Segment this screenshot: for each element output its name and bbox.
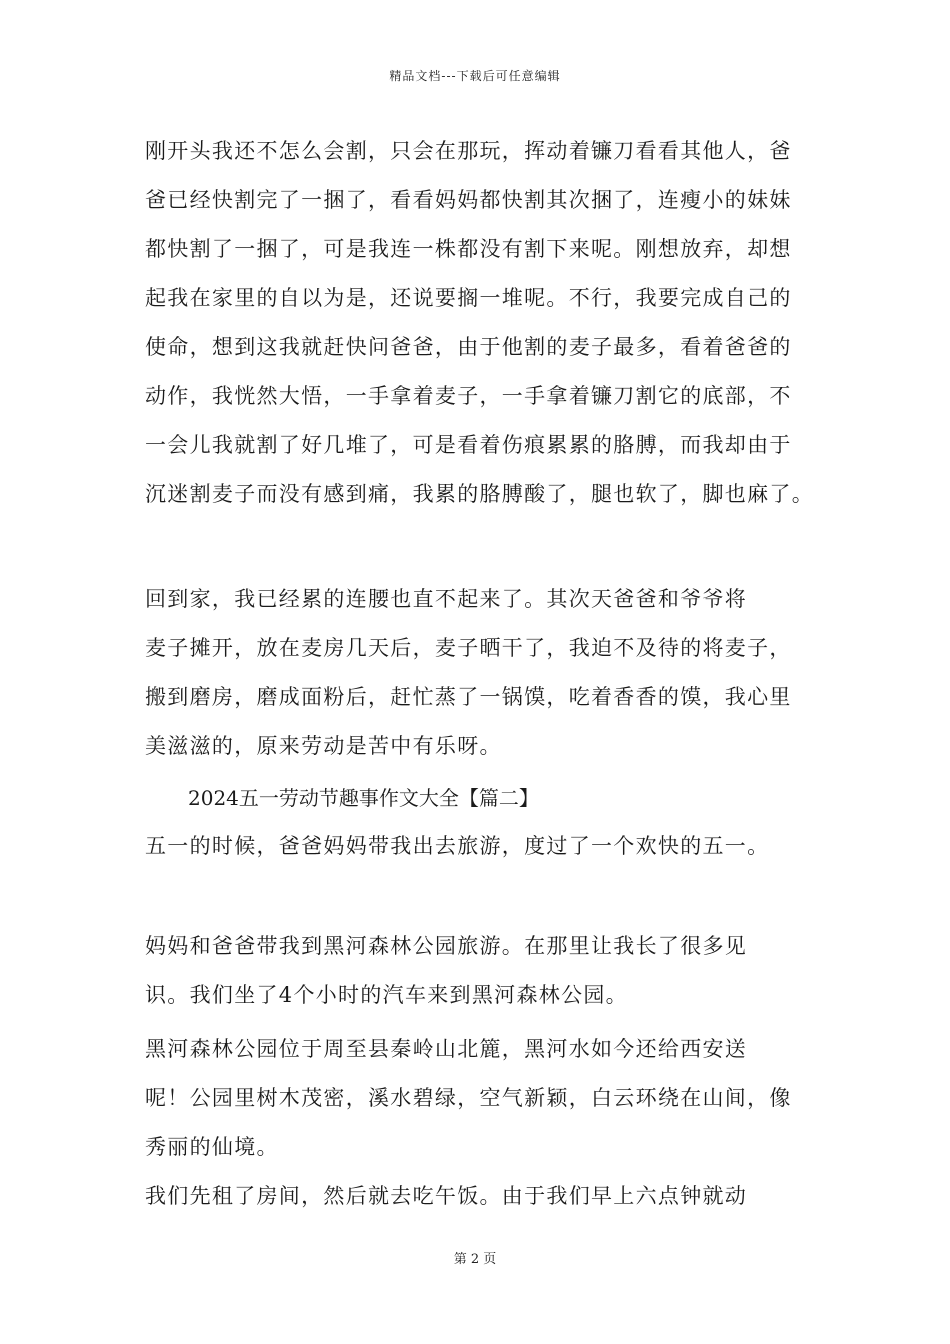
- text-line: 动作，我恍然大悟，一手拿着麦子，一手拿着镰刀割它的底部，不: [145, 384, 792, 408]
- page-number: 第 2 页: [453, 1252, 497, 1267]
- paragraph-1: [145, 127, 815, 519]
- section-title: 2024五一劳动节趣事作文大全【篇二】: [188, 786, 539, 810]
- text-line: 呢！公园里树木茂密，溪水碧绿，空气新颖，白云环绕在山间，像: [145, 1086, 792, 1110]
- paragraph-2: [145, 575, 815, 771]
- text-line: 沉迷割麦子而没有感到痛，我累的胳膊酸了，腿也软了，脚也麻了。: [145, 482, 814, 506]
- text-line: 秀丽的仙境。: [145, 1135, 279, 1159]
- paragraph-6: [145, 1172, 815, 1221]
- text-line: 美滋滋的，原来劳动是苦中有乐呀。: [145, 734, 502, 758]
- text-line: 回到家，我已经累的连腰也直不起来了。其次天爸爸和爷爷将: [145, 587, 748, 611]
- text-line: 使命，想到这我就赶快问爸爸，由于他割的麦子最多，看着爸爸的: [145, 335, 792, 359]
- paragraph-5: [145, 1025, 815, 1172]
- text-line: 麦子摊开，放在麦房几天后，麦子晒干了，我迫不及待的将麦子，: [145, 636, 792, 660]
- text-line: 搬到磨房，磨成面粉后，赶忙蒸了一锅馍，吃着香香的馍，我心里: [145, 685, 792, 709]
- text-line: 五一的时候，爸爸妈妈带我出去旅游，度过了一个欢快的五一。: [145, 834, 770, 858]
- text-line: 爸已经快割完了一捆了，看看妈妈都快割其次捆了，连瘦小的妹妹: [145, 188, 792, 212]
- text-line: 识。我们坐了4个小时的汽车来到黑河森林公园。: [145, 983, 628, 1007]
- paragraph-3: [145, 822, 815, 871]
- page-header: 精品文档---下载后可任意编辑: [389, 69, 561, 83]
- text-line: 妈妈和爸爸带我到黑河森林公园旅游。在那里让我长了很多见: [145, 934, 748, 958]
- text-line: 黑河森林公园位于周至县秦岭山北簏，黑河水如今还给西安送: [145, 1037, 748, 1061]
- text-line: 一会儿我就割了好几堆了，可是看着伤痕累累的胳膊，而我却由于: [145, 433, 792, 457]
- text-line: 我们先租了房间，然后就去吃午饭。由于我们早上六点钟就动: [145, 1184, 748, 1208]
- text-line: 起我在家里的自以为是，还说要搁一堆呢。不行，我要完成自己的: [145, 286, 792, 310]
- paragraph-4: [145, 922, 815, 1020]
- text-line: 都快割了一捆了，可是我连一株都没有割下来呢。刚想放弃，却想: [145, 237, 792, 261]
- text-line: 刚开头我还不怎么会割，只会在那玩，挥动着镰刀看看其他人，爸: [145, 139, 792, 163]
